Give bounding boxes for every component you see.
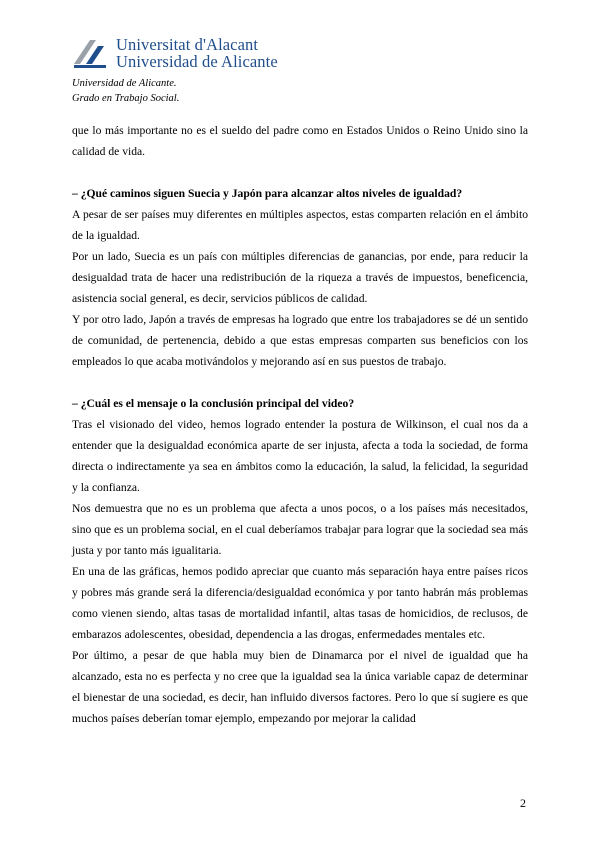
logo-line-spanish: Universidad de Alicante: [116, 52, 278, 71]
university-logo: [72, 36, 282, 74]
intro-paragraph: que lo más importante no es el sueldo del padre como en Estados Unidos o Reino Unido sino la calidad de vida.: [72, 124, 528, 158]
question-1-paragraph-3: Y por otro lado, Japón a través de empresas ha logrado que entre los trabajadores se dé un sentido de comunidad, de pertenencia, debido a que estas empresas comparten sus beneficios con los empleados lo que acaba motivándolos y mejorando así en sus puestos de trabajo.: [72, 313, 528, 368]
logo-line-valencian: Universitat d'Alacant: [116, 35, 259, 54]
question-1-paragraph-2: Por un lado, Suecia es un país con múltiples diferencias de ganancias, por ende, para reducir la desigualdad trata de hacer una redistribución de la riqueza a través de impuestos, beneficencia, asistencia social general, es decir, servicios públicos de calidad.: [72, 250, 528, 305]
question-2-paragraph-4: Por último, a pesar de que habla muy bien de Dinamarca por el nivel de igualdad que ha alcanzado, esta no es perfecta y no cree que la igualdad sea la única variable capaz de determinar el bienestar de una sociedad, es decir, han influido diversos factores. Pero lo que sí sugiere es que muchos países deberían tomar ejemplo, empezando por mejorar la calidad: [72, 649, 528, 725]
question-2-heading: – ¿Cuál es el mensaje o la conclusión principal del video?: [72, 397, 355, 410]
question-2-paragraph-3: En una de las gráficas, hemos podido apreciar que cuanto más separación haya entre países ricos y pobres más grande será la diferencia/desigualdad económica y por tanto habrán más problemas como vienen siendo, altas tasas de mortalidad infantil, altas tasas de homicidios, de reclusos, de embarazos adolescentes, obesidad, dependencia a las drogas, enfermedades mentales etc.: [72, 565, 528, 641]
university-emblem-icon: [72, 36, 108, 70]
question-1-paragraph-1: A pesar de ser países muy diferentes en múltiples aspectos, estas comparten relación en el ámbito de la igualdad.: [72, 208, 528, 242]
question-1-heading: – ¿Qué caminos siguen Suecia y Japón para alcanzar altos niveles de igualdad?: [72, 187, 463, 200]
question-2-paragraph-2: Nos demuestra que no es un problema que afecta a unos pocos, o a los países más necesitados, sino que es un problema social, en el cual deberíamos trabajar para lograr que la sociedad sea más justa y por tanto más igualitaria.: [72, 502, 528, 557]
question-2-paragraph-1: Tras el visionado del video, hemos logrado entender la postura de Wilkinson, el cual nos da a entender que la desigualdad económica aparte de ser injusta, afecta a toda la sociedad, de forma directa o indirectamente ya sea en ámbitos como la educación, la salud, la felicidad, la seguridad y la confianza.: [72, 418, 528, 494]
document-header: [72, 76, 179, 106]
page-number: 2: [520, 796, 526, 810]
header-university: Universidad de Alicante.: [72, 78, 177, 89]
header-degree: Grado en Trabajo Social.: [72, 93, 180, 104]
document-body: [72, 120, 528, 729]
spacer: [72, 372, 528, 393]
university-name: [116, 36, 278, 70]
spacer: [72, 162, 528, 183]
